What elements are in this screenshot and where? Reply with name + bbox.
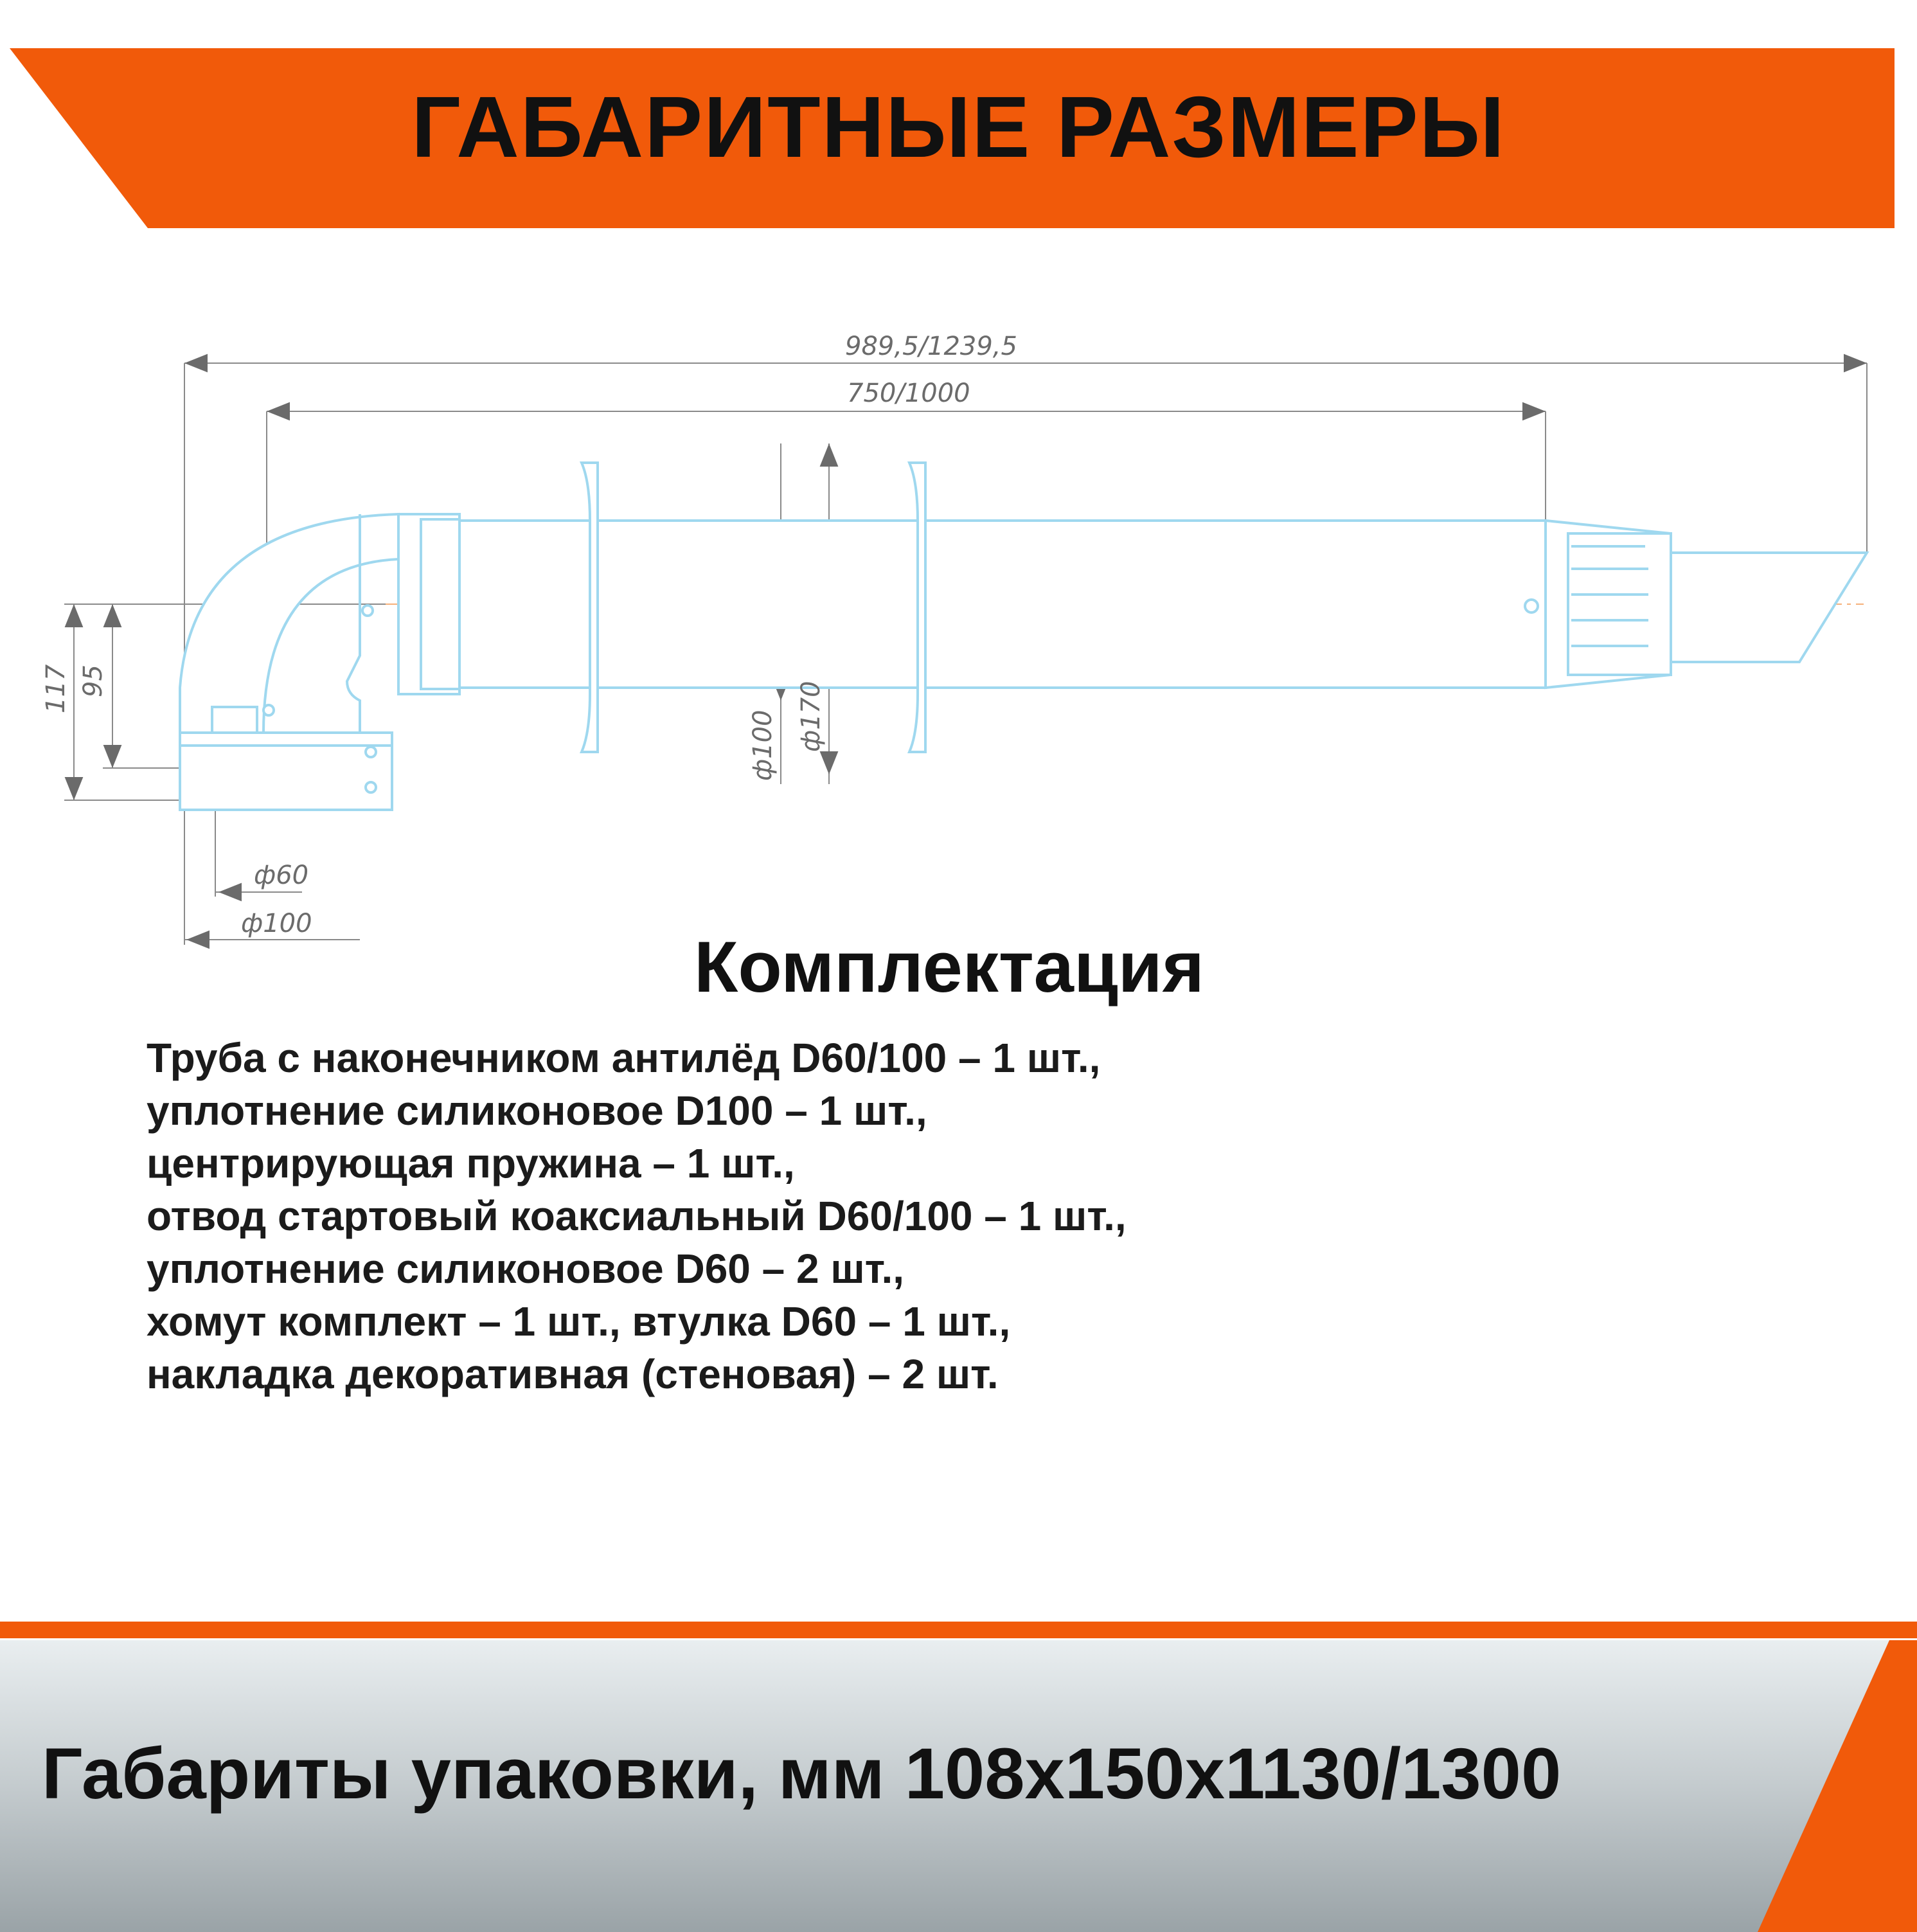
kit-item: отвод стартовый коаксиальный D60/100 – 1 шт., — [147, 1193, 1127, 1239]
kit-item: уплотнение силиконовое D100 – 1 шт., — [147, 1087, 927, 1134]
dim-height-outer: 117 — [41, 664, 71, 713]
page-title: ГАБАРИТНЫЕ РАЗМЕРЫ — [411, 78, 1506, 175]
dim-pipe-length: 750/1000 — [847, 379, 970, 408]
kit-item: центрирующая пружина – 1 шт., — [147, 1140, 795, 1186]
dim-outer-diameter-flange: ф170 — [796, 681, 826, 752]
footer-accent-line — [0, 1622, 1917, 1638]
kit-item: накладка декоративная (стеновая) – 2 шт. — [147, 1351, 999, 1397]
kit-item: уплотнение силиконовое D60 – 2 шт., — [147, 1246, 905, 1292]
kit-item: Труба с наконечником антилёд D60/100 – 1 шт., — [147, 1035, 1101, 1081]
dim-height-inner: 95 — [78, 665, 108, 697]
dim-outer-diameter-bottom: ф100 — [241, 909, 312, 938]
kit-list — [147, 1032, 1127, 1400]
technical-drawing — [0, 309, 1917, 964]
dim-inner-diameter-bottom: ф60 — [254, 861, 309, 890]
kit-title: Комплектация — [694, 927, 1205, 1007]
kit-item: хомут комплект – 1 шт., втулка D60 – 1 шт., — [147, 1298, 1011, 1345]
dim-overall-length: 989,5/1239,5 — [845, 332, 1017, 361]
pipe-outline — [180, 463, 1867, 810]
dim-inner-diameter-pipe: ф100 — [748, 710, 778, 781]
package-dimensions: Габариты упаковки, мм 108х150х1130/1300 — [42, 1733, 1562, 1814]
